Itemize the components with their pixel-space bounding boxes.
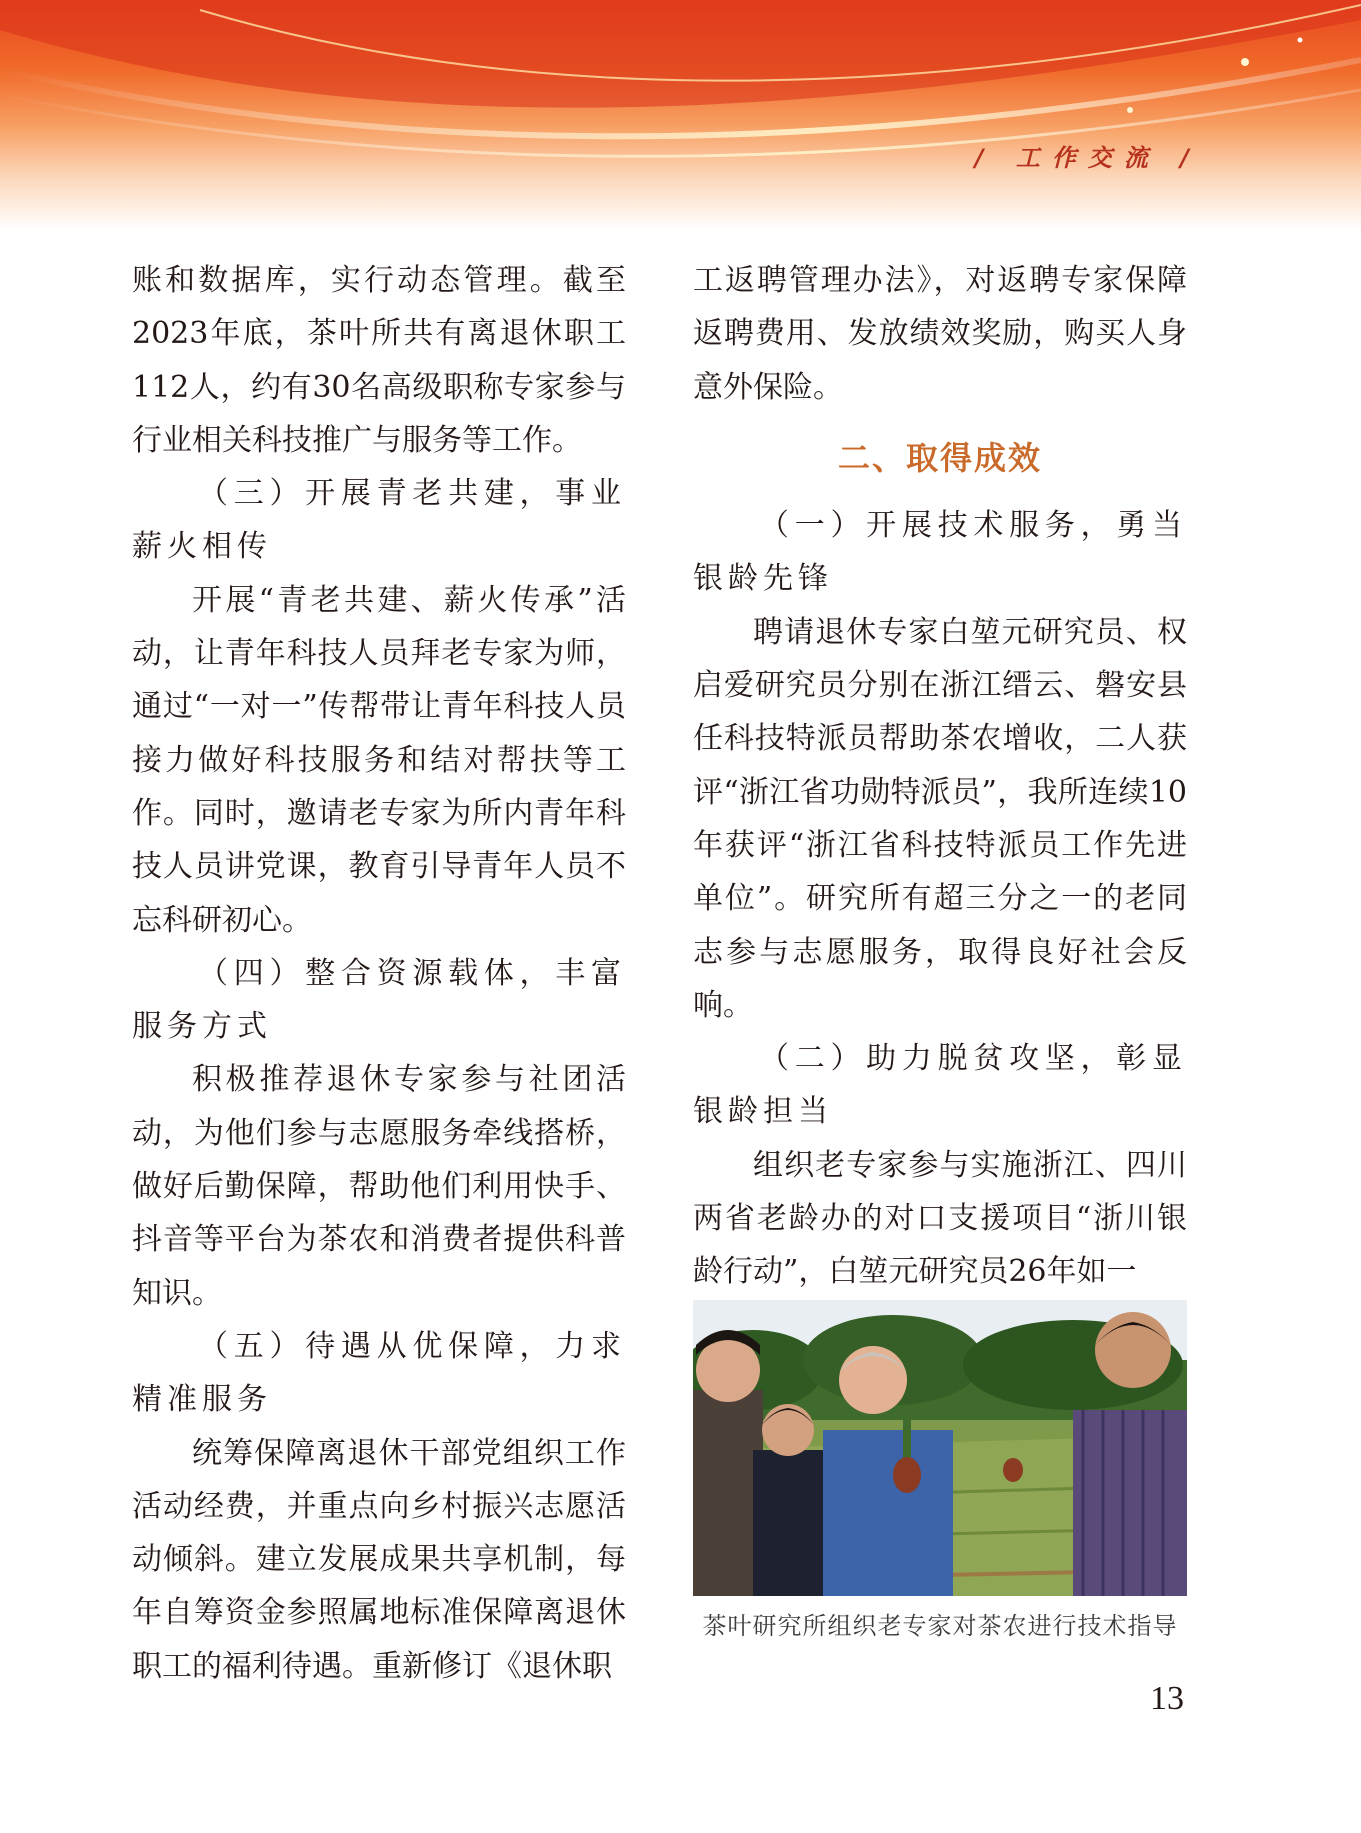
subheading: （四）整合资源载体，丰富服务方式 [132, 955, 626, 1045]
photo-illustration [693, 1300, 1187, 1596]
body-paragraph: 聘请退休专家白堃元研究员、权启爱研究员分别在浙江缙云、磐安县任科技特派员帮助茶农增收，二人获评“浙江省功勋特派员”，我所连续10年获评“浙江省科技特派员工作先进单位”。研究所有超三分之一的老同志参与志愿服务，取得良好社会反响。 [693, 614, 1187, 1023]
right-column [693, 254, 1187, 1299]
body-paragraph: 工返聘管理办法》，对返聘专家保障返聘费用、发放绩效奖励，购买人身意外保险。 [693, 263, 1187, 405]
subheading: （三）开展青老共建，事业薪火相传 [132, 476, 626, 565]
subheading: （五）待遇从优保障，力求精准服务 [132, 1328, 626, 1418]
body-paragraph: 统筹保障离退休干部党组织工作活动经费，并重点向乡村振兴志愿活动倾斜。建立发展成果共享机制，每年自筹资金参照属地标准保障离退休职工的福利待遇。重新修订《退休职 [132, 1435, 626, 1684]
body-paragraph: 账和数据库，实行动态管理。截至2023年底，茶叶所共有离退休职工112人，约有30名高级职称专家参与行业相关科技推广与服务等工作。 [132, 263, 626, 458]
body-paragraph: 组织老专家参与实施浙江、四川两省老龄办的对口支援项目“浙川银龄行动”，白堃元研究员26年如一 [693, 1147, 1187, 1290]
body-paragraph: 开展“青老共建、薪火传承”活动，让青年科技人员拜老专家为师，通过“一对一”传帮带让青年科技人员接力做好科技服务和结对帮扶等工作。同时，邀请老专家为所内青年科技人员讲党课，教育引导青年人员不忘科研初心。 [132, 582, 626, 938]
decorative-wave-graphic [0, 0, 1361, 230]
body-paragraph: 积极推荐退休专家参与社团活动，为他们参与志愿服务牵线搭桥，做好后勤保障，帮助他们利用快手、抖音等平台为茶农和消费者提供科普知识。 [132, 1062, 626, 1311]
page-number: 13 [1150, 1680, 1184, 1717]
subheading: （一）开展技术服务，勇当银龄先锋 [693, 508, 1187, 597]
figure-caption: 茶叶研究所组织老专家对茶农进行技术指导 [702, 1612, 1178, 1640]
section-label: / 工作交流 / [974, 144, 1201, 172]
field-photo [693, 1300, 1187, 1596]
left-column [132, 254, 626, 1693]
subheading: （二）助力脱贫攻坚，彰显银龄担当 [693, 1041, 1187, 1130]
section-title: 二、取得成效 [837, 438, 1042, 477]
header-banner [0, 0, 1361, 230]
